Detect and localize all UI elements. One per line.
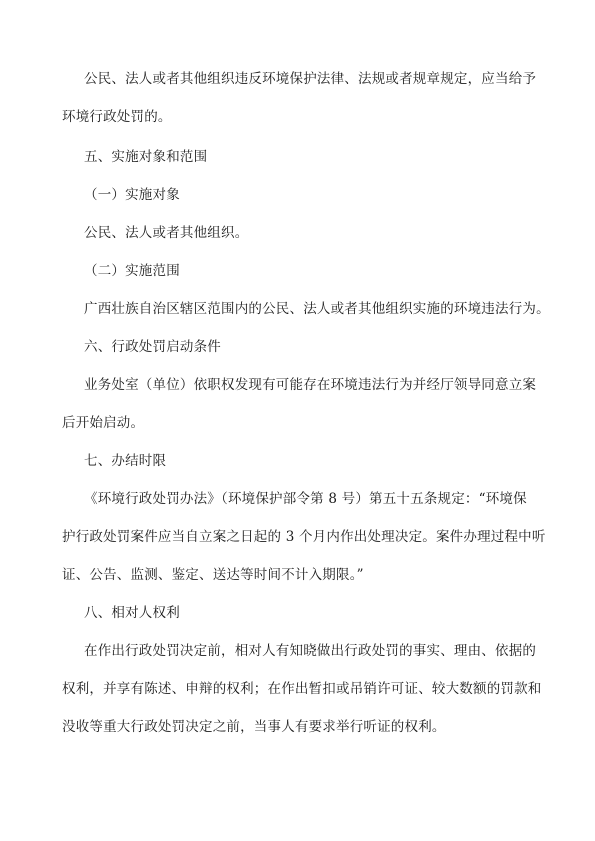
section-heading-8: 八、相对人权利 xyxy=(84,605,180,621)
paragraph-line: 在作出行政处罚决定前，相对人有知晓做出行政处罚的事实、理由、依据的 xyxy=(84,643,537,659)
paragraph-line: 公民、法人或者其他组织。 xyxy=(84,225,249,241)
paragraph-line: 没收等重大行政处罚决定之前，当事人有要求举行听证的权利。 xyxy=(62,719,446,735)
paragraph-line: 权利，并享有陈述、申辩的权利；在作出暂扣或吊销许可证、较大数额的罚款和 xyxy=(62,681,542,697)
subsection-heading-1: （一）实施对象 xyxy=(84,187,180,203)
paragraph-line: 证、公告、监测、鉴定、送达等时间不计入期限。” xyxy=(62,567,364,583)
section-heading-7: 七、办结时限 xyxy=(84,453,167,469)
paragraph-line: 护行政处罚案件应当自立案之日起的 3 个月内作出处理决定。案件办理过程中听 xyxy=(62,529,546,545)
paragraph-line: 业务处室（单位）依职权发现有可能存在环境违法行为并经厅领导同意立案 xyxy=(84,377,537,393)
paragraph-line: 《环境行政处罚办法》（环境保护部令第 8 号）第五十五条规定：“环境保 xyxy=(84,491,527,507)
paragraph-line: 环境行政处罚的。 xyxy=(62,109,172,125)
paragraph-line: 公民、法人或者其他组织违反环境保护法律、法规或者规章规定，应当给予 xyxy=(84,71,537,87)
section-heading-5: 五、实施对象和范围 xyxy=(84,149,208,165)
paragraph-line: 后开始启动。 xyxy=(62,415,145,431)
subsection-heading-2: （二）实施范围 xyxy=(84,263,180,279)
section-heading-6: 六、行政处罚启动条件 xyxy=(84,339,221,355)
paragraph-line: 广西壮族自治区辖区范围内的公民、法人或者其他组织实施的环境违法行为。 xyxy=(84,301,550,317)
